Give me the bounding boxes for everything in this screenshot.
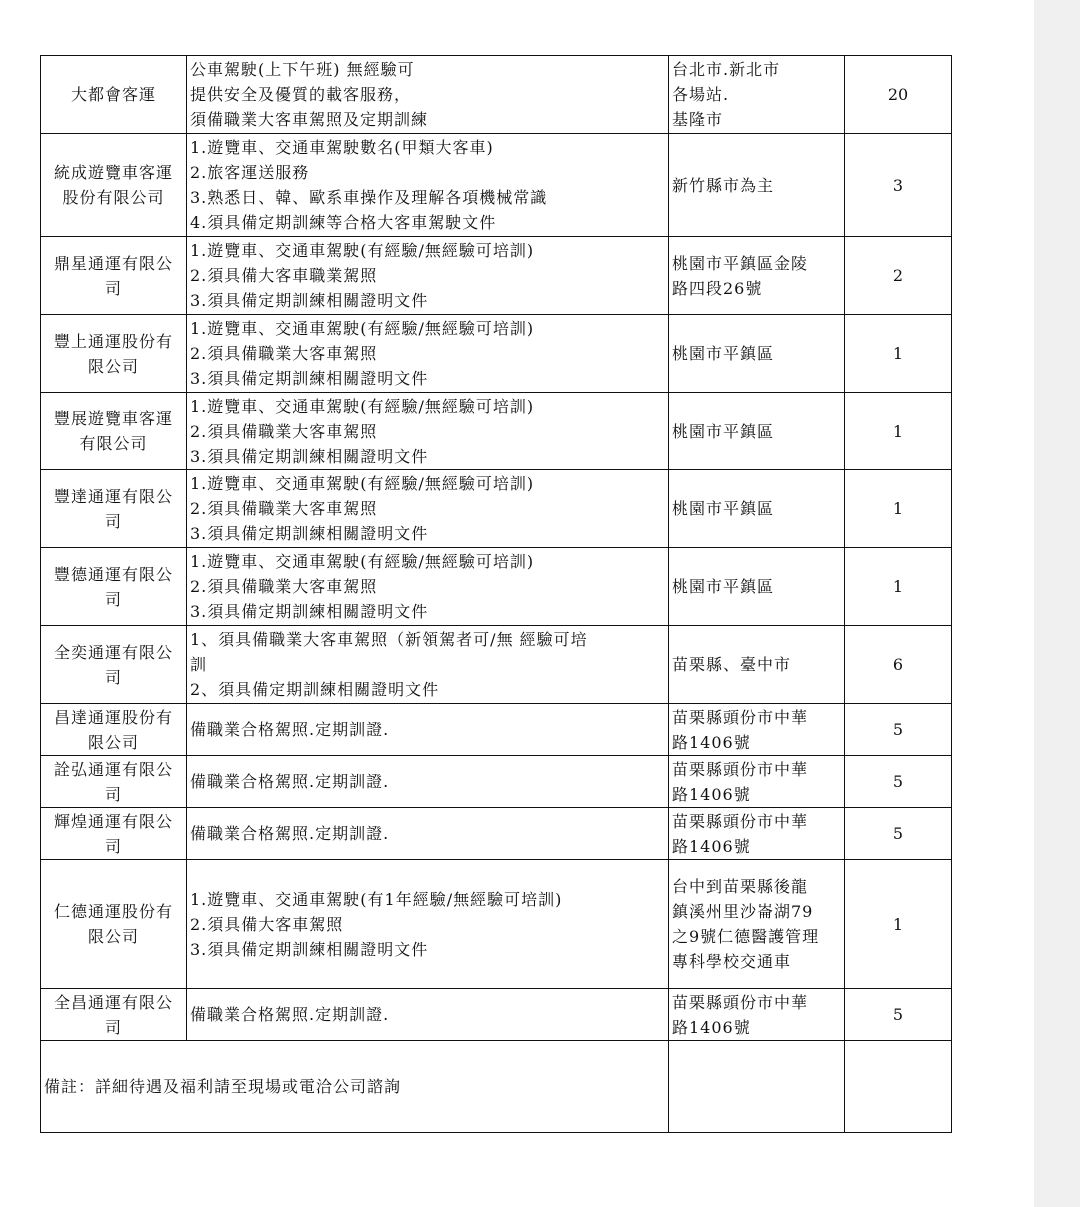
company-name-cell: 詮弘通運有限公 司 — [41, 756, 187, 808]
job-description-cell: 公車駕駛(上下午班) 無經驗可 提供安全及優質的載客服務， 須備職業大客車駕照及定期訓練 — [187, 56, 669, 134]
table-row — [41, 237, 952, 315]
table-row — [41, 393, 952, 470]
work-location-cell: 桃園市平鎮區 — [669, 470, 845, 548]
job-description-cell: 1.遊覽車、交通車駕駛(有經驗/無經驗可培訓) 2.須具備職業大客車駕照 3.須具備定期訓練相關證明文件 — [187, 548, 669, 626]
company-name-cell: 豐德通運有限公 司 — [41, 548, 187, 626]
headcount-cell: 2 — [845, 237, 952, 315]
company-name-cell: 豐達通運有限公 司 — [41, 470, 187, 548]
work-location-cell: 苗栗縣、臺中市 — [669, 626, 845, 704]
headcount-cell: 6 — [845, 626, 952, 704]
company-name-cell: 輝煌通運有限公 司 — [41, 808, 187, 860]
job-description-cell: 1.遊覽車、交通車駕駛(有1年經驗/無經驗可培訓) 2.須具備大客車駕照 3.須具備定期訓練相關證明文件 — [187, 860, 669, 989]
table-row — [41, 470, 952, 548]
job-description-cell: 備職業合格駕照.定期訓證. — [187, 756, 669, 808]
company-name-cell: 豐上通運股份有 限公司 — [41, 315, 187, 393]
work-location-cell: 台中到苗栗縣後龍 鎮溪州里沙崙湖79 之9號仁德醫護管理 專科學校交通車 — [669, 860, 845, 989]
job-description-cell: 1、須具備職業大客車駕照（新領駕者可/無 經驗可培 訓 2、須具備定期訓練相關證明文件 — [187, 626, 669, 704]
job-description-cell: 1.遊覽車、交通車駕駛數名(甲類大客車) 2.旅客運送服務 3.熟悉日、韓、歐系車操作及理解各項機械常識 4.須具備定期訓練等合格大客車駕駛文件 — [187, 134, 669, 237]
work-location-cell: 新竹縣市為主 — [669, 134, 845, 237]
job-description-cell: 1.遊覽車、交通車駕駛(有經驗/無經驗可培訓) 2.須具備職業大客車駕照 3.須具備定期訓練相關證明文件 — [187, 315, 669, 393]
job-description-cell: 1.遊覽車、交通車駕駛(有經驗/無經驗可培訓) 2.須具備職業大客車駕照 3.須具備定期訓練相關證明文件 — [187, 470, 669, 548]
headcount-cell: 1 — [845, 315, 952, 393]
work-location-cell: 苗栗縣頭份市中華 路1406號 — [669, 808, 845, 860]
remarks-note: 備註：詳細待遇及福利請至現場或電洽公司諮詢 — [41, 1041, 669, 1133]
empty-cell — [669, 1041, 845, 1133]
company-name-cell: 全昌通運有限公 司 — [41, 989, 187, 1041]
job-description-cell: 備職業合格駕照.定期訓證. — [187, 704, 669, 756]
job-description-cell: 備職業合格駕照.定期訓證. — [187, 989, 669, 1041]
headcount-cell: 1 — [845, 470, 952, 548]
headcount-cell: 5 — [845, 704, 952, 756]
headcount-cell: 20 — [845, 56, 952, 134]
job-listing-table — [40, 55, 952, 1133]
table-row — [41, 548, 952, 626]
work-location-cell: 桃園市平鎮區 — [669, 315, 845, 393]
job-description-cell: 備職業合格駕照.定期訓證. — [187, 808, 669, 860]
table-row — [41, 626, 952, 704]
company-name-cell: 仁德通運股份有 限公司 — [41, 860, 187, 989]
headcount-cell: 1 — [845, 548, 952, 626]
table-row — [41, 860, 952, 989]
headcount-cell: 1 — [845, 393, 952, 470]
work-location-cell: 苗栗縣頭份市中華 路1406號 — [669, 756, 845, 808]
job-description-cell: 1.遊覽車、交通車駕駛(有經驗/無經驗可培訓) 2.須具備職業大客車駕照 3.須具備定期訓練相關證明文件 — [187, 393, 669, 470]
work-location-cell: 桃園市平鎮區 — [669, 393, 845, 470]
headcount-cell: 3 — [845, 134, 952, 237]
empty-cell — [845, 1041, 952, 1133]
table-row — [41, 704, 952, 756]
viewer-side-gutter — [1034, 0, 1080, 1207]
headcount-cell: 5 — [845, 989, 952, 1041]
company-name-cell: 統成遊覽車客運 股份有限公司 — [41, 134, 187, 237]
table-row — [41, 989, 952, 1041]
table-row — [41, 134, 952, 237]
headcount-cell: 5 — [845, 756, 952, 808]
table-row — [41, 56, 952, 134]
company-name-cell: 全奕通運有限公 司 — [41, 626, 187, 704]
company-name-cell: 鼎星通運有限公 司 — [41, 237, 187, 315]
table-row — [41, 315, 952, 393]
work-location-cell: 台北市.新北市 各場站. 基隆市 — [669, 56, 845, 134]
table-row — [41, 808, 952, 860]
company-name-cell: 昌達通運股份有 限公司 — [41, 704, 187, 756]
work-location-cell: 苗栗縣頭份市中華 路1406號 — [669, 989, 845, 1041]
work-location-cell: 苗栗縣頭份市中華 路1406號 — [669, 704, 845, 756]
work-location-cell: 桃園市平鎮區金陵 路四段26號 — [669, 237, 845, 315]
headcount-cell: 5 — [845, 808, 952, 860]
headcount-cell: 1 — [845, 860, 952, 989]
table-row — [41, 756, 952, 808]
company-name-cell: 豐展遊覽車客運 有限公司 — [41, 393, 187, 470]
note-row — [41, 1041, 952, 1133]
work-location-cell: 桃園市平鎮區 — [669, 548, 845, 626]
company-name-cell: 大都會客運 — [41, 56, 187, 134]
job-description-cell: 1.遊覽車、交通車駕駛(有經驗/無經驗可培訓) 2.須具備大客車職業駕照 3.須具備定期訓練相關證明文件 — [187, 237, 669, 315]
